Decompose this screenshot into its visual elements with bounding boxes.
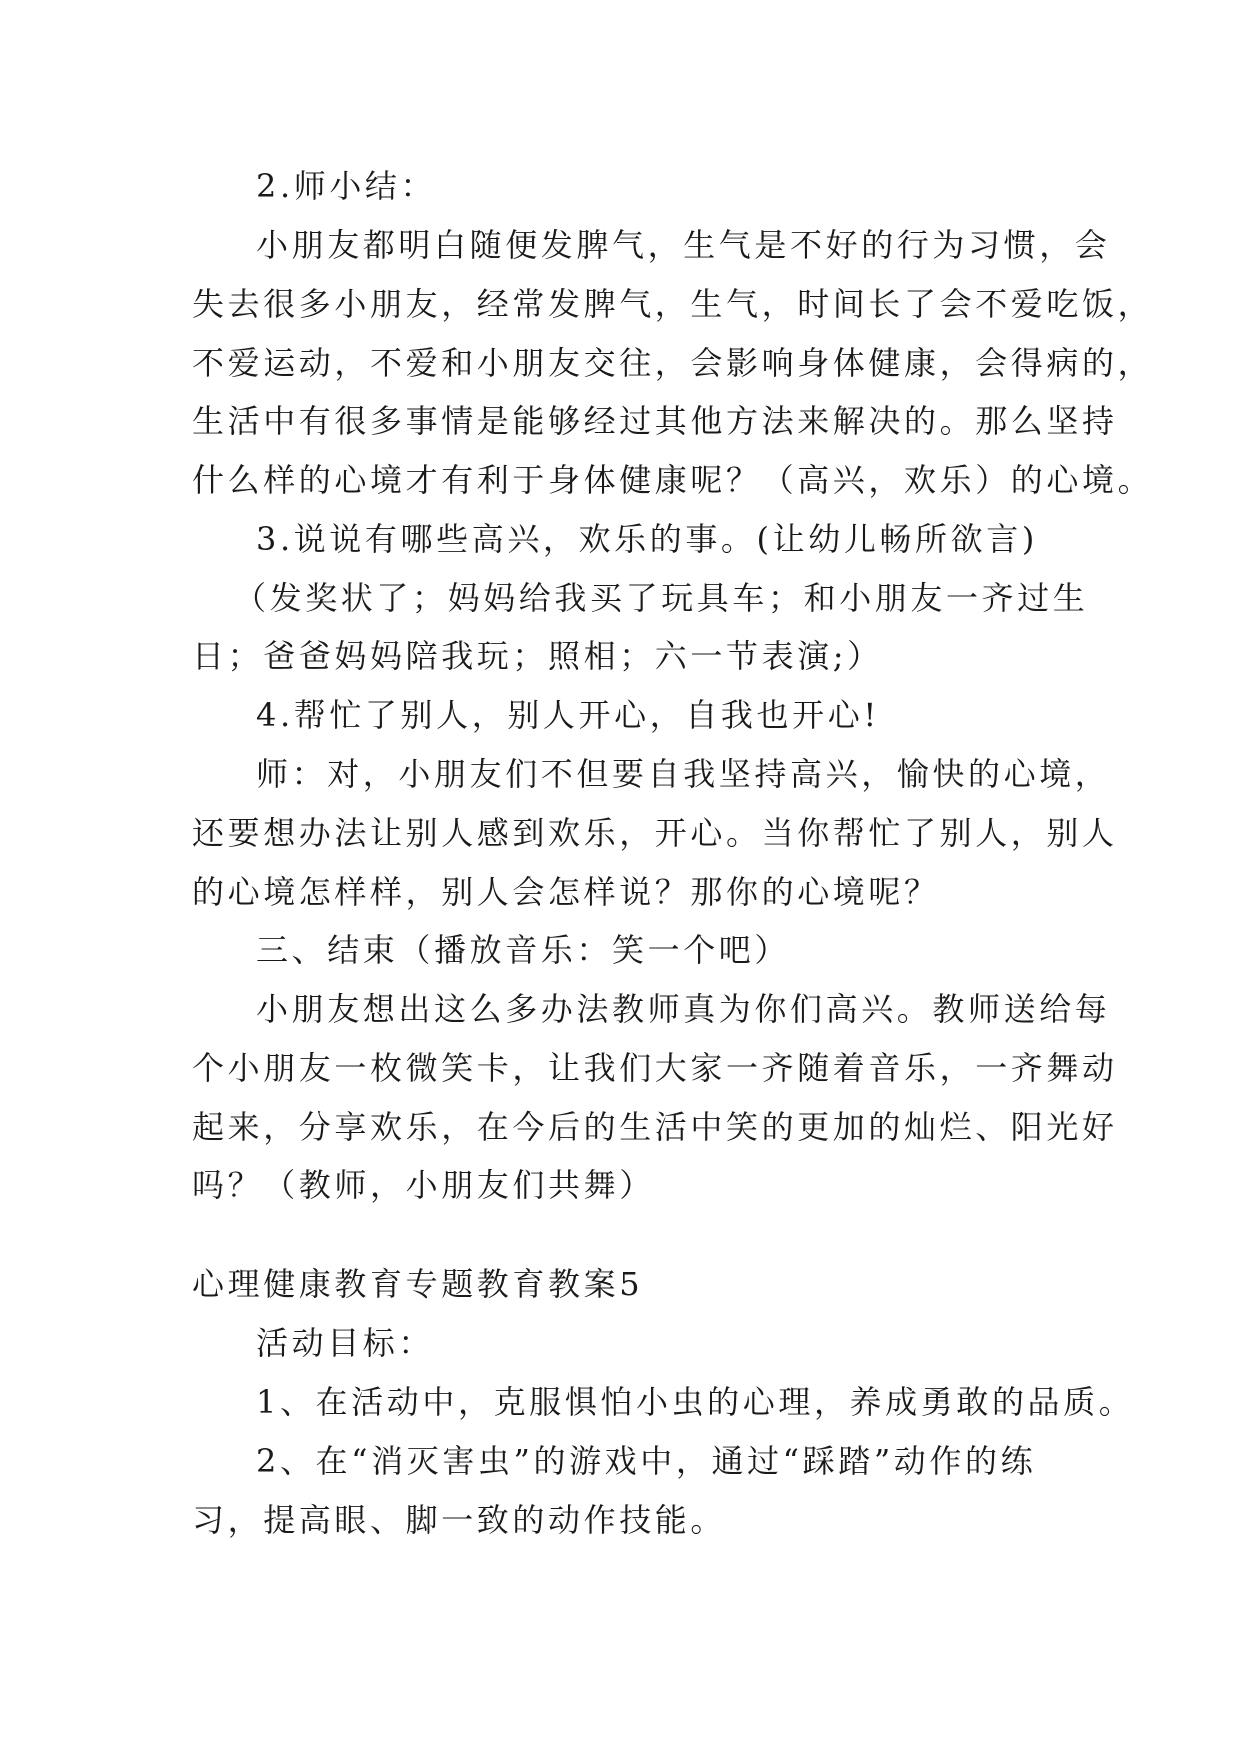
list-item: 2、在“消灭害虫”的游戏中，通过“踩踏”动作的练 xyxy=(256,1442,1037,1480)
text-line: 还要想办法让别人感到欢乐，开心。当你帮忙了别人，别人 xyxy=(192,814,1118,852)
section-heading: 三、结束（播放音乐：笑一个吧） xyxy=(256,931,791,969)
text-line: 什么样的心境才有利于身体健康呢？（高兴，欢乐）的心境。 xyxy=(192,461,1154,499)
text-line: 小朋友想出这么多办法教师真为你们高兴。教师送给每 xyxy=(256,990,1111,1028)
section-heading: 活动目标： xyxy=(256,1324,435,1362)
text-line: 的心境怎样样，别人会怎样说？那你的心境呢？ xyxy=(192,873,940,911)
text-line: 2.师小结： xyxy=(256,167,437,205)
text-line: 4.帮忙了别人，别人开心，自我也开心! xyxy=(256,696,880,734)
text-line: 习，提高眼、脚一致的动作技能。 xyxy=(192,1501,727,1539)
text-line: 小朋友都明白随便发脾气，生气是不好的行为习惯，会 xyxy=(256,226,1111,264)
text-line: 不爱运动，不爱和小朋友交往，会影响身体健康，会得病的， xyxy=(192,344,1154,382)
document-title: 心理健康教育专题教育教案5 xyxy=(192,1265,644,1303)
text-line: （发奖状了；妈妈给我买了玩具车；和小朋友一齐过生 xyxy=(234,579,1089,617)
text-line: 师：对，小朋友们不但要自我坚持高兴，愉快的心境， xyxy=(256,755,1111,793)
text-line: 生活中有很多事情是能够经过其他方法来解决的。那么坚持 xyxy=(192,402,1118,440)
text-line: 日；爸爸妈妈陪我玩；照相；六一节表演;） xyxy=(192,637,883,675)
text-line: 起来，分享欢乐，在今后的生活中笑的更加的灿烂、阳光好 xyxy=(192,1108,1118,1146)
text-line: 吗？（教师，小朋友们共舞） xyxy=(192,1166,655,1204)
text-line: 3.说说有哪些高兴，欢乐的事。(让幼儿畅所欲言) xyxy=(256,520,1038,558)
text-line: 个小朋友一枚微笑卡，让我们大家一齐随着音乐，一齐舞动 xyxy=(192,1049,1118,1087)
text-line: 失去很多小朋友，经常发脾气，生气，时间长了会不爱吃饭， xyxy=(192,285,1154,323)
list-item: 1、在活动中，克服惧怕小虫的心理，养成勇敢的品质。 xyxy=(256,1383,1135,1421)
